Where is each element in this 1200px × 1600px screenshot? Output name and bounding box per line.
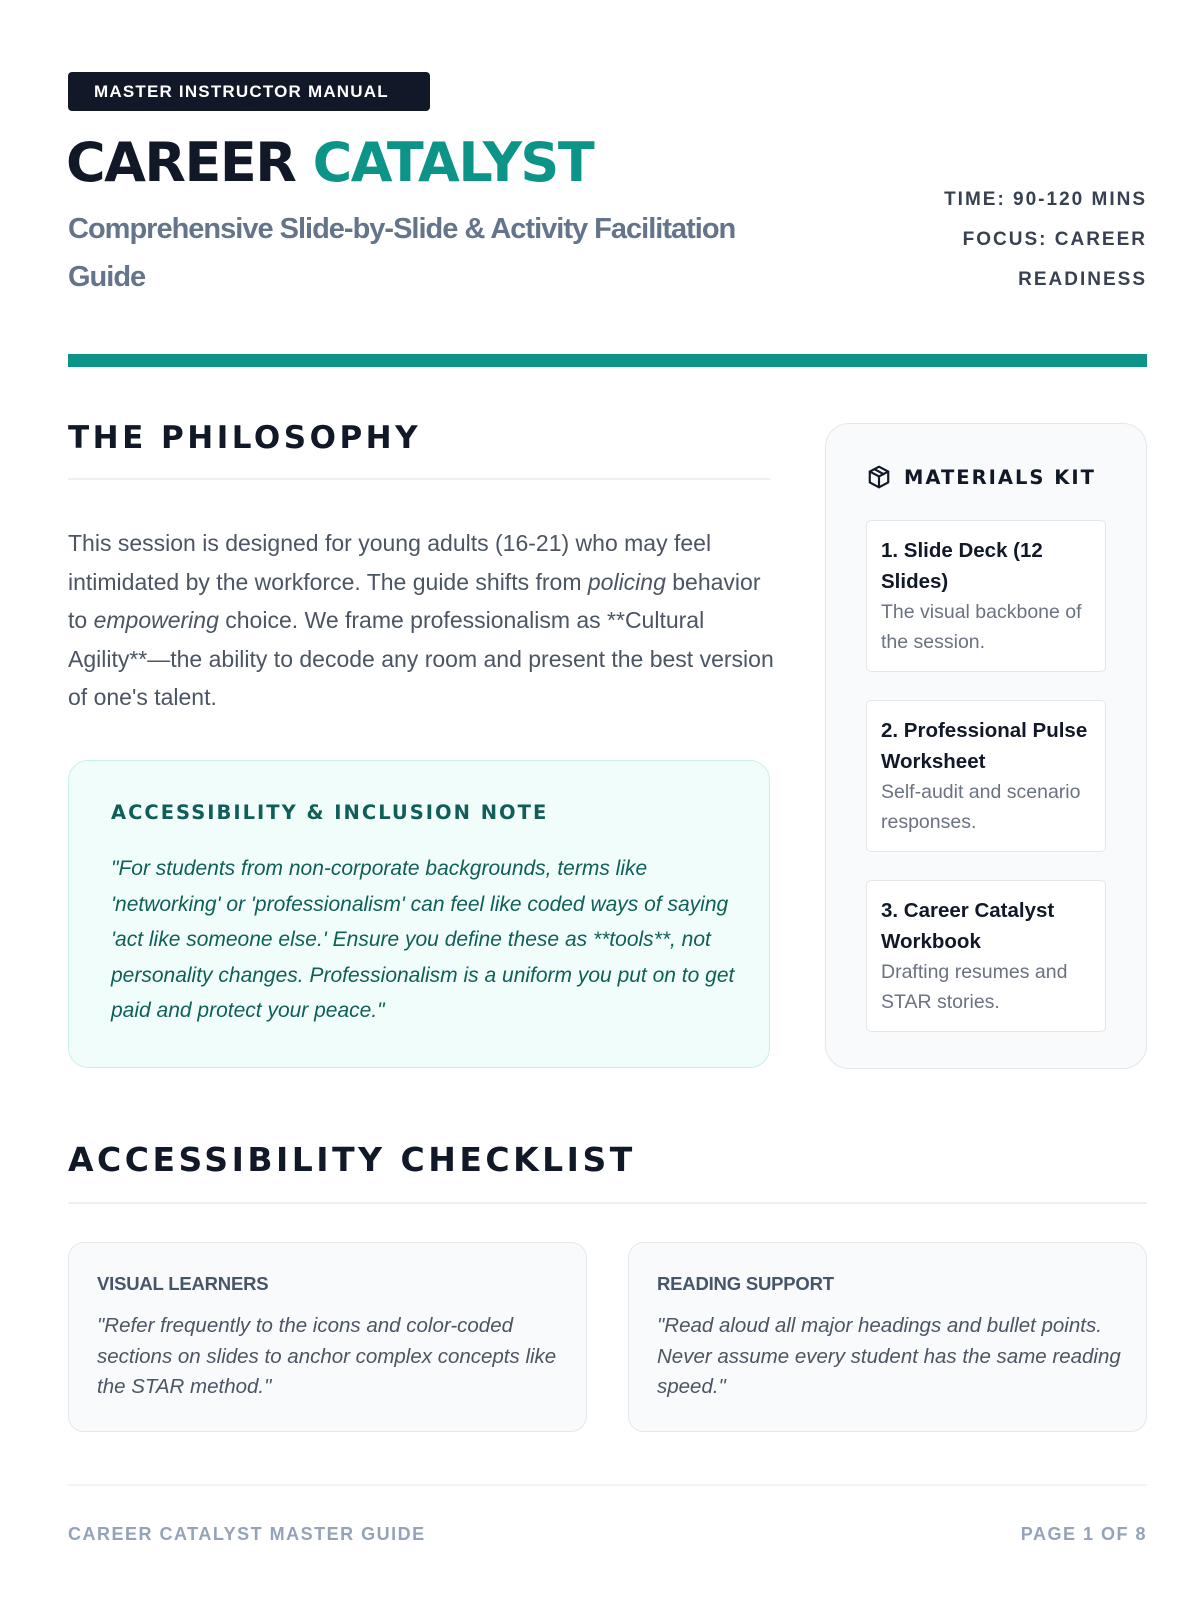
manual-badge: MASTER INSTRUCTOR MANUAL xyxy=(68,72,430,111)
kit-item xyxy=(866,520,1106,672)
page-title xyxy=(66,128,593,198)
checklist-card-text: "Read aloud all major headings and bullet points. Never assume every student has the same reading speed." xyxy=(657,1314,1121,1398)
checklist-card-text: "Refer frequently to the icons and color-coded sections on slides to anchor complex concepts like the STAR method." xyxy=(97,1314,557,1398)
package-icon xyxy=(866,464,892,490)
checklist-card-title: READING SUPPORT xyxy=(657,1273,834,1294)
meta-focus-line-1: FOCUS: CAREER xyxy=(962,229,1147,250)
materials-kit-heading: MATERIALS KIT xyxy=(904,465,1096,489)
checklist-card-title: VISUAL LEARNERS xyxy=(97,1273,269,1294)
philosophy-heading: THE PHILOSOPHY xyxy=(68,420,422,456)
meta-time: TIME: 90-120 MINS xyxy=(944,189,1147,210)
kit-item-title: 3. Career Catalyst Workbook xyxy=(881,899,1055,953)
title-main: CAREER xyxy=(66,131,296,194)
checklist-heading-underline xyxy=(68,1202,1147,1204)
footer-title: CAREER CATALYST MASTER GUIDE xyxy=(68,1524,426,1544)
checklist-card-reading xyxy=(628,1242,1147,1432)
kit-item xyxy=(866,700,1106,852)
kit-item-title: 2. Professional Pulse Worksheet xyxy=(881,719,1088,773)
meta-focus-line-2: READINESS xyxy=(1018,269,1147,290)
kit-item-title: 1. Slide Deck (12 Slides) xyxy=(881,539,1043,593)
materials-kit-panel xyxy=(825,423,1147,1069)
page-subtitle: Comprehensive Slide-by-Slide & Activity Facilitation Guide xyxy=(68,213,736,293)
inclusion-note-quote: "For students from non-corporate backgrounds, terms like 'networking' or 'professionalism' can feel like coded ways of saying 'act like someone else.' Ensure you define these as **tools**, not personality changes. Professionalism is a uniform you put on to get paid and protect your peace." xyxy=(111,857,735,1022)
philosophy-text xyxy=(68,524,780,717)
philosophy-text-part-2: behavior to xyxy=(68,568,761,633)
checklist-heading: ACCESSIBILITY CHECKLIST xyxy=(68,1140,636,1179)
header-divider xyxy=(68,354,1147,367)
inclusion-note-heading: ACCESSIBILITY & INCLUSION NOTE xyxy=(111,801,549,824)
philosophy-text-em-1: policing xyxy=(587,568,666,595)
kit-item xyxy=(866,880,1106,1032)
philosophy-text-part-3: choice. We frame professionalism as **Cultural Agility**—the ability to decode any room and present the best version of one's talent. xyxy=(68,607,774,710)
kit-item-desc: The visual backbone of the session. xyxy=(881,601,1082,653)
materials-kit-header xyxy=(866,464,1096,490)
session-meta xyxy=(944,180,1147,300)
checklist-card-visual xyxy=(68,1242,587,1432)
philosophy-text-part-1: This session is designed for young adults (16-21) who may feel intimidated by the workforce. The guide shifts from xyxy=(68,530,712,595)
kit-item-desc: Drafting resumes and STAR stories. xyxy=(881,961,1068,1013)
philosophy-text-em-2: empowering xyxy=(93,607,219,633)
footer-divider xyxy=(68,1484,1147,1486)
kit-item-desc: Self-audit and scenario responses. xyxy=(881,781,1081,833)
page-number: PAGE 1 OF 8 xyxy=(1020,1524,1147,1544)
philosophy-heading-underline xyxy=(68,478,770,480)
title-accent: CATALYST xyxy=(312,131,594,194)
inclusion-note xyxy=(68,760,770,1068)
